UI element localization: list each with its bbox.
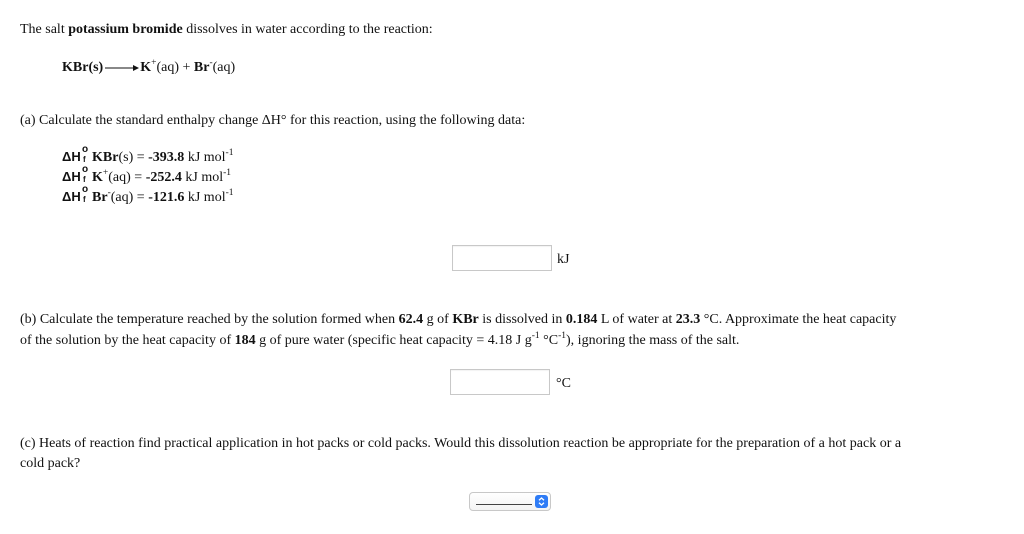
- text: L of water at: [597, 312, 676, 327]
- product1-symbol: K: [140, 60, 152, 75]
- species-charge: -: [107, 188, 111, 198]
- exponent: -1: [531, 331, 540, 341]
- species-state: (s): [118, 150, 134, 165]
- enthalpy-units: kJ mol: [181, 170, 224, 185]
- intro-text: [20, 22, 433, 38]
- product2-symbol: Br: [193, 60, 210, 75]
- text: of the solution by the heat capacity of: [20, 333, 235, 348]
- part-b-answer-input[interactable]: [450, 369, 550, 395]
- reaction-arrow-icon: [105, 63, 139, 73]
- equals-sign: =: [133, 150, 149, 165]
- part-a-unit: kJ: [557, 252, 570, 267]
- part-c-question-line2: cold pack?: [20, 456, 81, 471]
- part-a-answer-input[interactable]: [452, 245, 552, 271]
- enthalpy-value: -393.8: [148, 150, 185, 165]
- text: g of: [423, 312, 453, 327]
- units-exponent: -1: [225, 148, 234, 158]
- units-exponent: -1: [225, 188, 234, 198]
- species-charge: +: [102, 168, 109, 178]
- delta-h-formation-icon: ΔH o f: [62, 164, 89, 184]
- species-state: (aq): [110, 190, 134, 205]
- enthalpy-value: -252.4: [145, 170, 182, 185]
- part-a-question: (a) Calculate the standard enthalpy change ΔH° for this reaction, using the following data:: [20, 113, 526, 128]
- water-volume: 0.184: [565, 312, 598, 327]
- intro-suffix: dissolves in water according to the reaction:: [182, 22, 433, 37]
- species: KBr: [92, 150, 119, 165]
- part-c-question-line1: (c) Heats of reaction find practical application in hot packs or cold packs. Would this dissolution reaction be appropriate for the preparation of a hot pack or a: [20, 436, 902, 451]
- delta-h-formation-icon: ΔH o f: [62, 144, 89, 164]
- equals-sign: =: [133, 190, 149, 205]
- text: °C: [539, 333, 559, 348]
- part-b-question-line2: [20, 333, 739, 349]
- delta-h-formation-icon: ΔH o f: [62, 184, 89, 204]
- salt-name: potassium bromide: [68, 22, 183, 37]
- text: °C. Approximate the heat capacity: [700, 312, 897, 327]
- text: ), ignoring the mass of the salt.: [566, 333, 740, 348]
- part-b-question-line1: [20, 312, 896, 328]
- species-state: (aq): [108, 170, 131, 185]
- units-exponent: -1: [223, 168, 232, 178]
- chevron-updown-icon[interactable]: [535, 495, 548, 508]
- enthalpy-units: kJ mol: [184, 190, 226, 205]
- exponent: -1: [558, 331, 567, 341]
- water-mass: 184: [234, 333, 256, 348]
- product2-state: (aq): [212, 60, 236, 75]
- enthalpy-value: -121.6: [148, 190, 185, 205]
- reaction-equation: [62, 60, 235, 76]
- product2-charge: -: [209, 58, 213, 68]
- reactant: KBr(s): [62, 60, 104, 75]
- kbr-mass: 62.4: [398, 312, 424, 327]
- part-a-data-row: [62, 184, 234, 206]
- initial-temperature: 23.3: [675, 312, 701, 327]
- species: Br: [92, 190, 108, 205]
- product1-state: (aq) +: [156, 60, 194, 75]
- part-b-unit: °C: [556, 376, 571, 391]
- text: is dissolved in: [478, 312, 566, 327]
- text: g of pure water (specific heat capacity = 4.18 J g: [255, 333, 532, 348]
- part-c-hot-cold-select[interactable]: [469, 492, 551, 511]
- text: (b) Calculate the temperature reached by the solution formed when: [20, 312, 399, 327]
- enthalpy-units: kJ mol: [184, 150, 226, 165]
- select-placeholder-line: [476, 504, 532, 505]
- intro-prefix: The salt: [20, 22, 69, 37]
- species: K: [92, 170, 103, 185]
- equals-sign: =: [130, 170, 146, 185]
- product1-charge: +: [151, 58, 157, 68]
- compound: KBr: [452, 312, 479, 327]
